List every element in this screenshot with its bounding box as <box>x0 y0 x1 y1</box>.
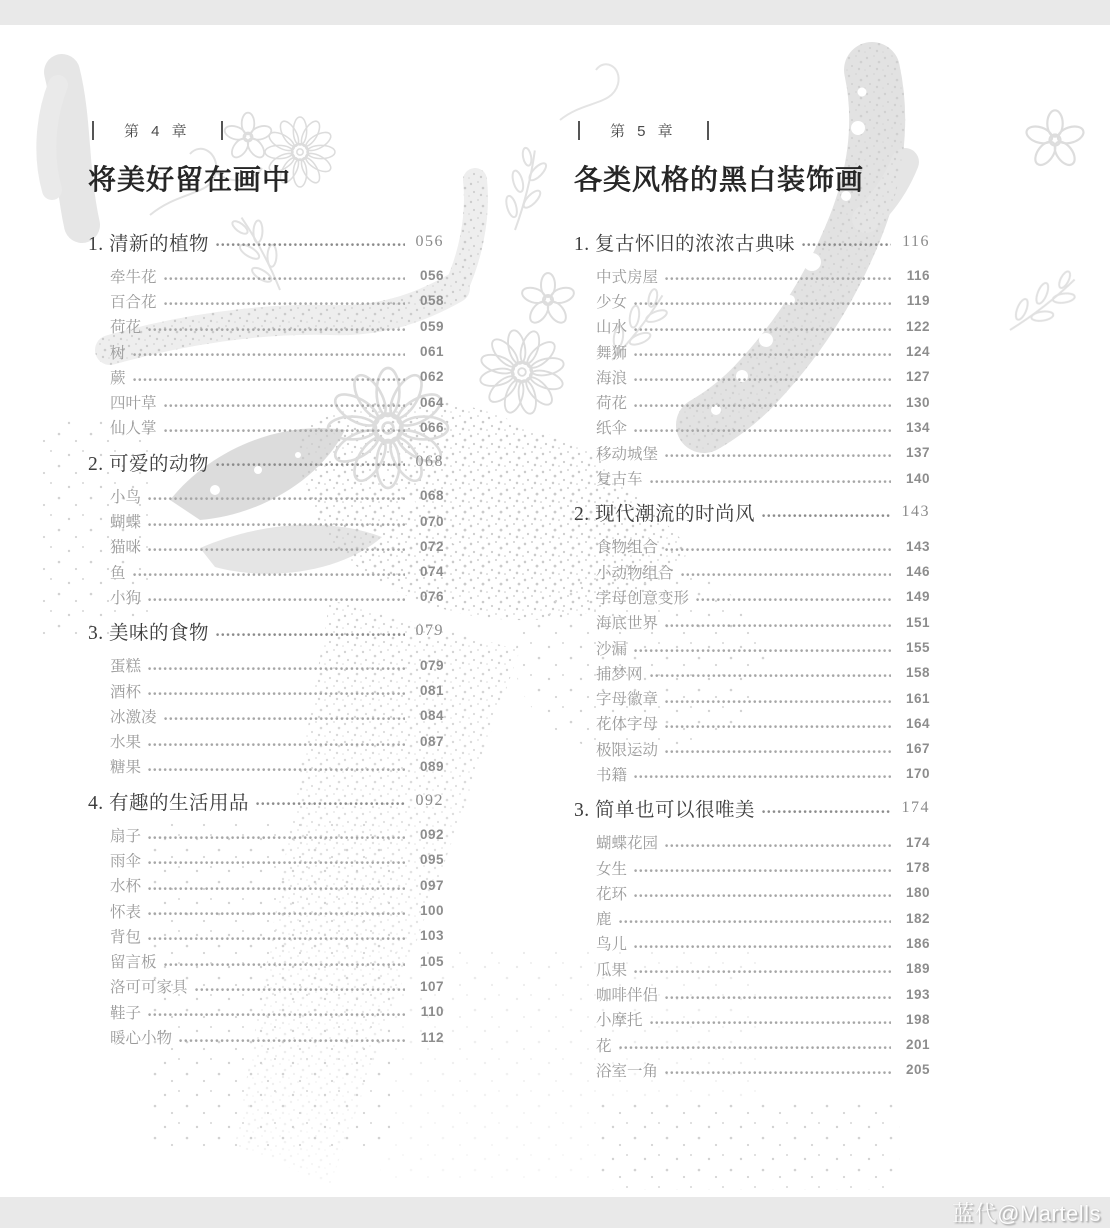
entry-title: 暖心小物 <box>110 1030 173 1048</box>
page-number: 186 <box>905 935 930 951</box>
toc-item-row <box>574 288 930 313</box>
toc-item-row <box>574 711 930 736</box>
dot-leader <box>634 378 891 382</box>
dot-leader <box>762 514 891 518</box>
page-number: 089 <box>419 758 444 774</box>
page-number: 068 <box>415 452 444 470</box>
toc-item-row <box>88 923 444 948</box>
toc-item-row <box>88 534 444 559</box>
dot-leader <box>148 768 405 772</box>
dot-leader <box>634 970 891 974</box>
page-number: 174 <box>901 799 930 817</box>
dot-leader <box>634 404 891 408</box>
chapter-title: 将美好留在画中 <box>88 165 292 196</box>
page-number: 112 <box>420 1029 444 1045</box>
dot-leader <box>665 844 891 848</box>
dot-leader <box>665 700 891 704</box>
page-number: 149 <box>905 589 930 605</box>
toc-item-row <box>574 1007 930 1032</box>
toc-item-row <box>88 389 444 414</box>
antler-left <box>46 72 82 225</box>
toc-item-row <box>574 534 930 559</box>
toc-item-row <box>574 956 930 981</box>
page-number: 064 <box>419 394 444 410</box>
toc-item-row <box>574 981 930 1006</box>
entry-title: 移动城堡 <box>596 445 659 463</box>
entry-title: 纸伞 <box>596 420 628 438</box>
toc-item-row <box>574 855 930 880</box>
toc-rows <box>574 228 930 1083</box>
page-number: 122 <box>905 318 930 334</box>
entry-title: 冰激凌 <box>110 708 157 726</box>
page-number: 062 <box>419 369 444 385</box>
dot-leader <box>164 404 405 408</box>
entry-title: 4. 有趣的生活用品 <box>88 792 250 814</box>
page-number: 201 <box>905 1037 930 1053</box>
dot-leader <box>164 717 405 721</box>
chapter-title: 各类风格的黑白装饰画 <box>574 165 865 196</box>
page-number: 124 <box>905 344 930 360</box>
dot-leader <box>133 573 405 577</box>
entry-title: 荷花 <box>596 395 628 413</box>
entry-title: 水果 <box>110 734 142 752</box>
toc-item-row <box>88 703 444 728</box>
entry-title: 字母徽章 <box>596 691 659 709</box>
toc-item-row <box>574 761 930 786</box>
toc-item-row <box>88 974 444 999</box>
toc-item-row <box>88 999 444 1024</box>
page-number: 167 <box>905 741 930 757</box>
toc-item-row <box>574 584 930 609</box>
dot-leader <box>650 1021 891 1025</box>
chapter-column-4 <box>88 120 444 1083</box>
page-number: 158 <box>905 665 930 681</box>
page-number: 205 <box>905 1062 930 1078</box>
dot-leader <box>216 633 405 637</box>
page-number: 066 <box>419 419 444 435</box>
chapter-badge <box>88 120 444 141</box>
dot-leader <box>164 277 405 281</box>
dot-leader <box>681 573 891 577</box>
entry-title: 仙人掌 <box>110 420 157 438</box>
badge-bar-left <box>92 121 94 140</box>
entry-title: 洛可可家具 <box>110 979 188 997</box>
entry-title: 雨伞 <box>110 852 142 870</box>
chapter-badge-label: 第 5 章 <box>610 123 677 140</box>
toc-item-row <box>574 660 930 685</box>
toc-item-row <box>88 678 444 703</box>
dot-leader <box>650 674 891 678</box>
page-number: 081 <box>419 683 444 698</box>
page-number: 084 <box>419 708 444 724</box>
entry-title: 蕨 <box>110 369 126 387</box>
page-number: 105 <box>419 953 444 969</box>
dot-leader <box>216 463 405 467</box>
toc-item-row <box>574 559 930 584</box>
page-number: 140 <box>905 470 930 486</box>
page-number: 074 <box>419 564 444 580</box>
dot-leader <box>148 861 405 865</box>
page-number: 146 <box>905 564 930 580</box>
bottom-scan-strip <box>0 1197 1110 1228</box>
page-number: 076 <box>419 589 444 605</box>
page-number: 092 <box>415 791 444 809</box>
entry-title: 扇子 <box>110 827 142 845</box>
toc-item-row <box>88 559 444 584</box>
entry-title: 3. 简单也可以很唯美 <box>574 800 756 822</box>
toc-item-row <box>88 728 444 753</box>
page-number: 119 <box>906 293 930 309</box>
entry-title: 蝴蝶 <box>110 514 142 532</box>
page-number: 180 <box>905 885 930 901</box>
entry-title: 鸟儿 <box>596 936 628 954</box>
page-number: 056 <box>419 268 444 284</box>
entry-title: 牵牛花 <box>110 268 157 286</box>
dot-leader <box>634 945 891 949</box>
dot-leader <box>634 894 891 898</box>
toc-item-row <box>574 364 930 389</box>
dot-leader <box>802 243 891 247</box>
entry-title: 浴室一角 <box>596 1062 659 1080</box>
page-number: 072 <box>419 538 444 554</box>
dot-leader <box>665 1071 891 1075</box>
entry-title: 荷花 <box>110 319 142 337</box>
toc-section-row <box>88 228 444 255</box>
entry-title: 少女 <box>596 293 628 311</box>
entry-title: 鹿 <box>596 911 612 929</box>
entry-title: 花环 <box>596 885 628 903</box>
dot-leader <box>148 598 405 602</box>
entry-title: 1. 清新的植物 <box>88 233 210 255</box>
page-number: 079 <box>415 622 444 640</box>
chapter-column-5 <box>574 120 930 1083</box>
entry-title: 鞋子 <box>110 1004 142 1022</box>
page-number: 143 <box>905 538 930 554</box>
page-number: 189 <box>905 961 930 977</box>
dot-leader <box>148 836 405 840</box>
toc-section-row <box>88 618 444 645</box>
leaf-sprig-icon <box>999 264 1088 345</box>
page-number: 068 <box>419 488 444 504</box>
toc-item-row <box>88 1024 444 1049</box>
toc-item-row <box>574 685 930 710</box>
page-number: 070 <box>419 513 444 529</box>
page-number: 087 <box>419 733 444 749</box>
page-number: 100 <box>419 903 444 919</box>
page-number: 130 <box>905 394 930 410</box>
dot-leader <box>634 775 891 779</box>
toc-item-row <box>574 339 930 364</box>
bloom-flower-icon <box>1024 110 1085 168</box>
dot-leader <box>148 887 405 891</box>
page-number: 059 <box>419 318 444 334</box>
toc-item-row <box>574 906 930 931</box>
page-number: 103 <box>419 928 444 944</box>
toc-item-row <box>574 931 930 956</box>
dot-leader <box>148 937 405 941</box>
dot-leader <box>148 1013 405 1017</box>
page-number: 116 <box>902 232 930 250</box>
toc-rows <box>88 228 444 1050</box>
toc-item-row <box>574 830 930 855</box>
page-number: 164 <box>905 715 930 731</box>
toc-item-row <box>88 483 444 508</box>
dot-leader <box>665 277 891 281</box>
toc-item-row <box>88 508 444 533</box>
page-number: 137 <box>905 445 930 461</box>
toc-item-row <box>574 1032 930 1057</box>
page-number: 170 <box>905 766 930 782</box>
dot-leader <box>256 802 405 806</box>
toc-item-row <box>88 653 444 678</box>
toc-item-row <box>88 339 444 364</box>
toc-section-row <box>574 795 930 822</box>
page-number: 097 <box>419 877 444 893</box>
page-number: 092 <box>419 827 444 843</box>
entry-title: 2. 可爱的动物 <box>88 453 210 475</box>
entry-title: 捕梦网 <box>596 665 643 683</box>
entry-title: 四叶草 <box>110 395 157 413</box>
toc-item-row <box>88 584 444 609</box>
toc-item-row <box>574 465 930 490</box>
badge-bar-left <box>578 121 580 140</box>
dot-leader <box>634 328 891 332</box>
page-number: 198 <box>905 1011 930 1027</box>
toc-section-row <box>88 448 444 475</box>
entry-title: 沙漏 <box>596 640 628 658</box>
page-number: 182 <box>905 910 930 926</box>
entry-title: 花体字母 <box>596 716 659 734</box>
entry-title: 山水 <box>596 319 628 337</box>
entry-title: 小摩托 <box>596 1012 643 1030</box>
dot-leader <box>619 1046 891 1050</box>
dot-leader <box>195 988 405 992</box>
toc-item-row <box>88 364 444 389</box>
page-number: 116 <box>906 268 930 284</box>
dot-leader <box>665 996 891 1000</box>
entry-title: 水杯 <box>110 878 142 896</box>
entry-title: 百合花 <box>110 293 157 311</box>
entry-title: 怀表 <box>110 903 142 921</box>
toc-item-row <box>88 822 444 847</box>
table-of-contents <box>88 120 930 1083</box>
entry-title: 书籍 <box>596 766 628 784</box>
toc-item-row <box>574 610 930 635</box>
dot-leader <box>148 667 405 671</box>
toc-section-row <box>574 499 930 526</box>
entry-title: 3. 美味的食物 <box>88 623 210 645</box>
entry-title: 酒杯 <box>110 683 142 701</box>
toc-item-row <box>88 898 444 923</box>
page-number: 058 <box>419 293 444 309</box>
toc-item-row <box>88 314 444 339</box>
dot-leader <box>133 378 405 382</box>
page-number: 155 <box>905 640 930 655</box>
tendril-icon <box>560 64 619 120</box>
entry-title: 咖啡伴侣 <box>596 987 659 1005</box>
dot-leader <box>164 302 405 306</box>
dot-leader <box>634 429 891 433</box>
entry-title: 2. 现代潮流的时尚风 <box>574 504 756 526</box>
toc-item-row <box>574 635 930 660</box>
dot-leader <box>148 328 405 332</box>
entry-title: 糖果 <box>110 759 142 777</box>
dot-leader <box>619 920 891 924</box>
toc-item-row <box>574 736 930 761</box>
dot-leader <box>148 497 405 501</box>
dot-leader <box>148 523 405 527</box>
page-number: 134 <box>905 419 930 435</box>
entry-title: 鱼 <box>110 564 126 582</box>
dot-leader <box>148 548 405 552</box>
dot-leader <box>216 243 405 247</box>
page-number: 151 <box>905 614 930 630</box>
toc-item-row <box>574 440 930 465</box>
dot-leader <box>179 1039 405 1043</box>
toc-section-row <box>88 787 444 814</box>
toc-item-row <box>88 263 444 288</box>
toc-item-row <box>88 288 444 313</box>
dot-leader <box>665 454 891 458</box>
toc-item-row <box>574 415 930 440</box>
dot-leader <box>164 429 405 433</box>
dot-leader <box>634 649 891 653</box>
entry-title: 海浪 <box>596 369 628 387</box>
entry-title: 极限运动 <box>596 741 659 759</box>
toc-item-row <box>88 847 444 872</box>
dot-leader <box>634 302 891 306</box>
entry-title: 中式房屋 <box>596 268 659 286</box>
page-number: 178 <box>905 860 930 876</box>
toc-item-row <box>574 880 930 905</box>
entry-title: 舞狮 <box>596 344 628 362</box>
dot-leader <box>665 750 891 754</box>
toc-item-row <box>88 949 444 974</box>
toc-item-row <box>574 1057 930 1082</box>
page-number: 107 <box>419 978 444 994</box>
dot-leader <box>133 353 405 357</box>
page-number: 174 <box>905 834 930 850</box>
entry-title: 蝴蝶花园 <box>596 835 659 853</box>
page-number: 061 <box>419 344 444 360</box>
top-scan-strip <box>0 0 1110 25</box>
entry-title: 背包 <box>110 928 142 946</box>
page-number: 079 <box>419 657 444 673</box>
entry-title: 食物组合 <box>596 539 659 557</box>
entry-title: 花 <box>596 1037 612 1055</box>
entry-title: 树 <box>110 344 126 362</box>
toc-item-row <box>574 314 930 339</box>
chapter-badge-label: 第 4 章 <box>124 123 191 140</box>
toc-item-row <box>574 263 930 288</box>
dot-leader <box>665 624 891 628</box>
dot-leader <box>696 598 891 602</box>
page-number: 056 <box>415 232 444 250</box>
toc-section-row <box>574 228 930 255</box>
toc-item-row <box>88 415 444 440</box>
page-number: 193 <box>905 986 930 1002</box>
badge-bar-right <box>707 121 709 140</box>
toc-item-row <box>88 873 444 898</box>
toc-item-row <box>88 754 444 779</box>
entry-title: 小动物组合 <box>596 564 674 582</box>
dot-leader <box>665 548 891 552</box>
dot-leader <box>650 480 891 484</box>
dot-leader <box>148 912 405 916</box>
watermark: 蓝代@Martells <box>952 1201 1101 1226</box>
entry-title: 小狗 <box>110 589 142 607</box>
entry-title: 留言板 <box>110 954 157 972</box>
page-number: 143 <box>901 503 930 521</box>
entry-title: 1. 复古怀旧的浓浓古典味 <box>574 233 796 255</box>
entry-title: 蛋糕 <box>110 658 142 676</box>
dot-leader <box>148 743 405 747</box>
entry-title: 瓜果 <box>596 961 628 979</box>
dot-leader <box>665 725 891 729</box>
entry-title: 小鸟 <box>110 488 142 506</box>
page-number: 161 <box>905 690 930 706</box>
toc-item-row <box>574 389 930 414</box>
entry-title: 女生 <box>596 860 628 878</box>
dot-leader <box>634 869 891 873</box>
entry-title: 猫咪 <box>110 539 142 557</box>
entry-title: 复古车 <box>596 471 643 489</box>
page-number: 095 <box>419 852 444 868</box>
entry-title: 海底世界 <box>596 615 659 633</box>
page-number: 110 <box>420 1004 444 1020</box>
dot-leader <box>164 963 405 967</box>
dot-leader <box>762 810 891 814</box>
dot-leader <box>148 692 405 696</box>
dot-leader <box>634 353 891 357</box>
entry-title: 字母创意变形 <box>596 589 690 607</box>
page-number: 127 <box>905 369 930 385</box>
badge-bar-right <box>221 121 223 140</box>
chapter-badge <box>574 120 930 141</box>
